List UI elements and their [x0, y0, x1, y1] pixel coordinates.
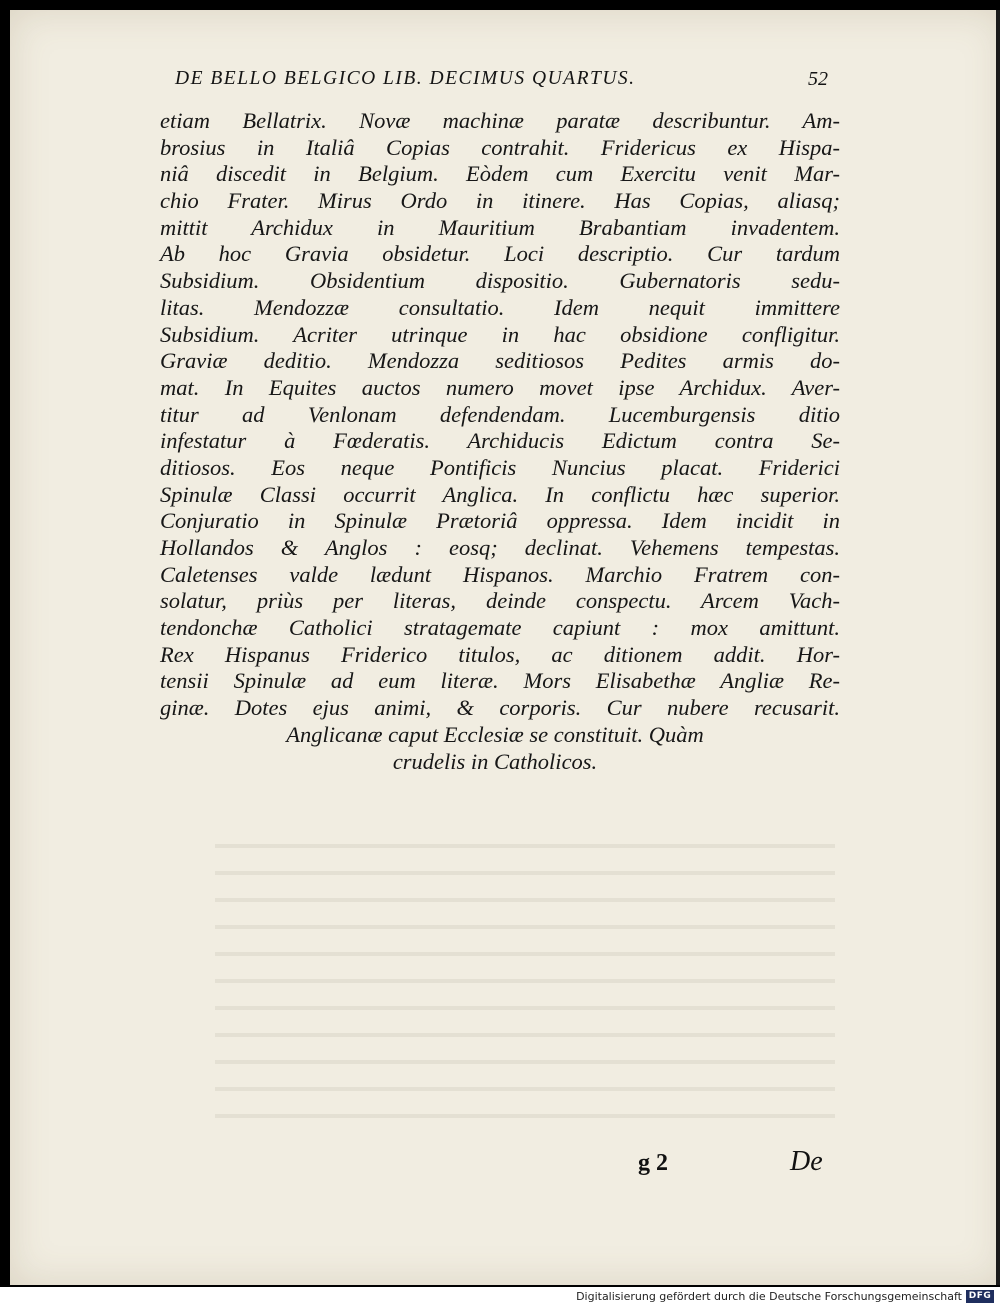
page-number: 52 — [808, 68, 828, 90]
summary-line: Ab hoc Gravia obsidetur. Loci descriptio. Cur tardum — [160, 241, 840, 267]
summary-line: crudelis in Catholicos. — [392, 748, 598, 774]
page-edge — [996, 10, 1000, 1285]
summary-line: Spinulæ Classi occurrit Anglica. In conflictu hæc superior. — [160, 481, 840, 507]
summary-line: Hollandos & Anglos : eosq; declinat. Vehemens tempestas. — [160, 535, 840, 560]
summary-line: infestatur à Fœderatis. Archiducis Edictum contra Se- — [160, 428, 840, 454]
verso-bleed-through — [215, 830, 835, 1140]
catchword: De — [790, 1146, 823, 1177]
summary-line: tensii Spinulæ ad eum literæ. Mors Elisabethæ Angliæ Re- — [160, 668, 840, 694]
summary-line: Anglicanæ caput Ecclesiæ se constituit. Quàm — [286, 721, 704, 747]
summary-line: tendonchæ Catholici stratagemate capiunt : mox amittunt. — [160, 615, 840, 641]
summary-line: mittit Archidux in Mauritium Brabantiam invadentem. — [160, 214, 840, 240]
digitization-footer — [0, 1287, 1000, 1307]
running-head: DE BELLO BELGICO LIB. DECIMUS QUARTUS. — [175, 68, 636, 89]
summary-line: Subsidium. Obsidentium dispositio. Gubernatoris sedu- — [160, 268, 840, 294]
summary-line: titur ad Venlonam defendendam. Lucemburgensis ditio — [160, 401, 840, 427]
summary-line: chio Frater. Mirus Ordo in itinere. Has Copias, aliasq; — [160, 188, 840, 214]
summary-line: Subsidium. Acriter utrinque in hac obsidione confligitur. — [160, 321, 840, 347]
funding-note: Digitalisierung gefördert durch die Deutsche Forschungsgemeinschaft — [576, 1290, 962, 1303]
summary-line: etiam Bellatrix. Novæ machinæ paratæ describuntur. Am- — [160, 108, 840, 133]
summary-line: brosius in Italiâ Copias contrahit. Fridericus ex Hispa- — [160, 134, 840, 160]
summary-line: ditiosos. Eos neque Pontificis Nuncius placat. Friderici — [160, 454, 840, 480]
summary-line: niâ discedit in Belgium. Eòdem cum Exercitu venit Mar- — [160, 161, 840, 187]
chapter-summary — [160, 108, 840, 775]
summary-line: mat. In Equites auctos numero movet ipse Archidux. Aver- — [160, 374, 840, 400]
scanned-page — [10, 10, 1000, 1285]
summary-line: Rex Hispanus Friderico titulos, ac ditionem addit. Hor- — [160, 641, 840, 667]
signature-mark: g 2 — [638, 1150, 668, 1176]
summary-line: litas. Mendozzæ consultatio. Idem nequit immittere — [160, 294, 840, 320]
summary-line: ginæ. Dotes ejus animi, & corporis. Cur nubere recusarit. — [160, 695, 840, 721]
summary-line: solatur, priùs per literas, deinde conspectu. Arcem Vach- — [160, 588, 840, 614]
summary-line: Conjuratio in Spinulæ Prætoriâ oppressa. Idem incidit in — [160, 508, 840, 534]
summary-line: Caletenses valde lædunt Hispanos. Marchio Fratrem con- — [160, 561, 840, 587]
dfg-logo-icon: DFG — [966, 1290, 994, 1303]
summary-line: Graviæ deditio. Mendozza seditiosos Pedites armis do- — [160, 348, 840, 374]
